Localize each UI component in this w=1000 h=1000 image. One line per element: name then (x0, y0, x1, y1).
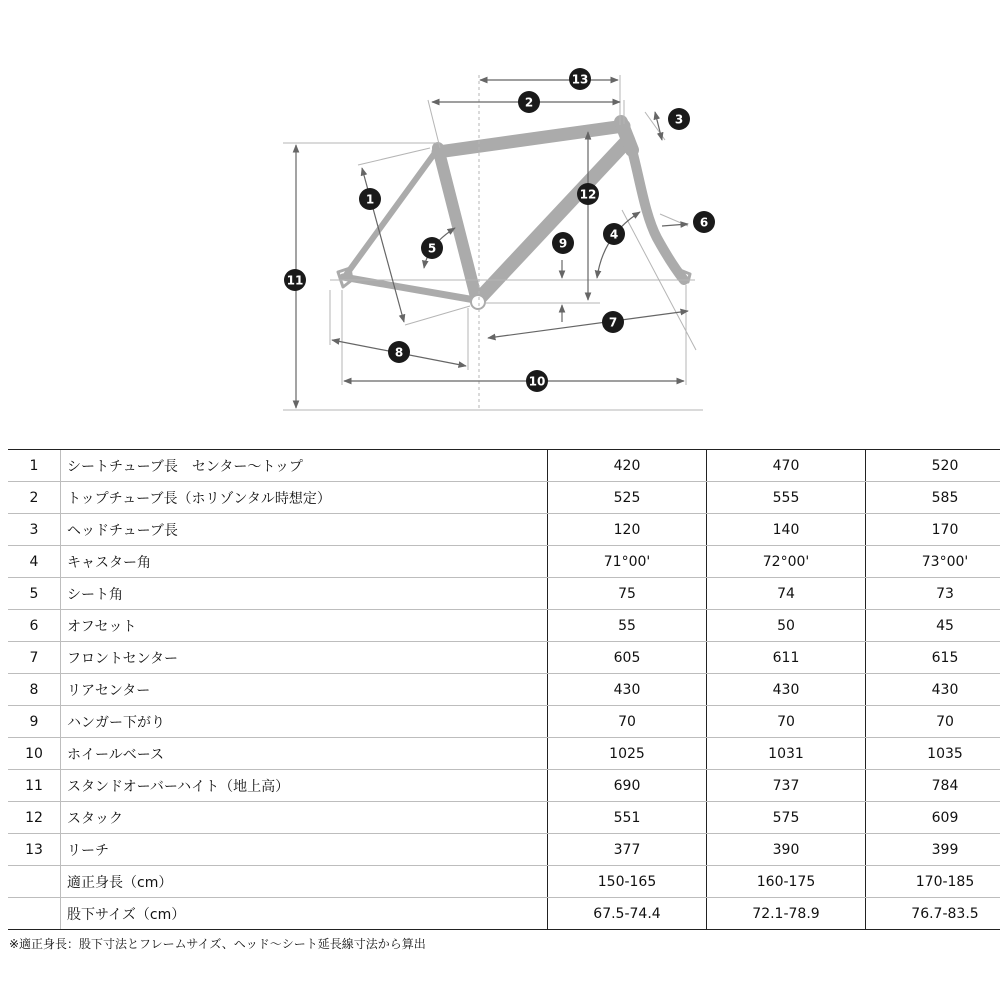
row-label: オフセット (61, 610, 548, 642)
bike-geometry-diagram (0, 0, 1000, 440)
row-number (8, 866, 61, 898)
row-number: 6 (8, 610, 61, 642)
row-label: フロントセンター (61, 642, 548, 674)
row-label: キャスター角 (61, 546, 548, 578)
svg-text:12: 12 (579, 187, 597, 202)
size-1-value: 420 (548, 450, 707, 482)
table-row (8, 738, 1000, 770)
table-row (8, 834, 1000, 866)
size-1-value: 430 (548, 674, 707, 706)
svg-text:10: 10 (528, 374, 546, 389)
svg-text:5: 5 (427, 241, 437, 256)
row-number: 7 (8, 642, 61, 674)
size-2-value: 1031 (707, 738, 866, 770)
size-2-value: 72.1-78.9 (707, 898, 866, 930)
size-1-value: 71°00' (548, 546, 707, 578)
size-1-value: 1025 (548, 738, 707, 770)
table-row (8, 866, 1000, 898)
size-1-value: 377 (548, 834, 707, 866)
row-number: 1 (8, 450, 61, 482)
row-number (8, 898, 61, 930)
size-3-value: 609 (866, 802, 1000, 834)
size-2-value: 74 (707, 578, 866, 610)
svg-text:11: 11 (286, 273, 304, 288)
size-3-value: 430 (866, 674, 1000, 706)
table-row (8, 578, 1000, 610)
geometry-table-body (8, 450, 1000, 930)
size-1-value: 120 (548, 514, 707, 546)
row-number: 11 (8, 770, 61, 802)
size-3-value: 170-185 (866, 866, 1000, 898)
row-label: 適正身長（cm） (61, 866, 548, 898)
table-row (8, 802, 1000, 834)
size-2-value: 50 (707, 610, 866, 642)
size-2-value: 390 (707, 834, 866, 866)
geometry-table (8, 449, 1000, 930)
size-3-value: 76.7-83.5 (866, 898, 1000, 930)
table-row (8, 898, 1000, 930)
row-number: 3 (8, 514, 61, 546)
size-2-value: 737 (707, 770, 866, 802)
svg-text:13: 13 (571, 72, 589, 87)
row-number: 12 (8, 802, 61, 834)
bottom-bracket (471, 295, 485, 309)
table-row (8, 642, 1000, 674)
table-row (8, 610, 1000, 642)
size-1-value: 55 (548, 610, 707, 642)
top-tube (438, 126, 624, 152)
row-label: シート角 (61, 578, 548, 610)
table-row (8, 482, 1000, 514)
marker-2 (518, 91, 540, 113)
svg-text:1: 1 (365, 192, 375, 207)
size-2-value: 575 (707, 802, 866, 834)
fork (632, 150, 684, 280)
marker-7 (602, 311, 624, 333)
size-1-value: 690 (548, 770, 707, 802)
size-3-value: 73°00' (866, 546, 1000, 578)
row-label: 股下サイズ（cm） (61, 898, 548, 930)
size-1-value: 75 (548, 578, 707, 610)
size-3-value: 520 (866, 450, 1000, 482)
row-number: 8 (8, 674, 61, 706)
size-2-value: 70 (707, 706, 866, 738)
size-2-value: 555 (707, 482, 866, 514)
size-1-value: 525 (548, 482, 707, 514)
svg-text:6: 6 (699, 215, 709, 230)
table-row (8, 546, 1000, 578)
row-label: ヘッドチューブ長 (61, 514, 548, 546)
marker-6 (693, 211, 715, 233)
table-row (8, 674, 1000, 706)
row-label: スタンドオーバーハイト（地上高） (61, 770, 548, 802)
row-label: ホイールベース (61, 738, 548, 770)
marker-10 (526, 370, 548, 392)
table-row (8, 450, 1000, 482)
size-3-value: 73 (866, 578, 1000, 610)
size-1-value: 551 (548, 802, 707, 834)
bike-frame (338, 122, 690, 309)
table-row (8, 770, 1000, 802)
size-3-value: 1035 (866, 738, 1000, 770)
row-label: トップチューブ長（ホリゾンタル時想定） (61, 482, 548, 514)
row-label: シートチューブ長 センター〜トップ (61, 450, 548, 482)
size-2-value: 611 (707, 642, 866, 674)
svg-text:2: 2 (524, 95, 534, 110)
size-3-value: 615 (866, 642, 1000, 674)
reference-lines (283, 72, 703, 410)
svg-text:7: 7 (608, 315, 618, 330)
row-number: 10 (8, 738, 61, 770)
marker-1 (359, 188, 381, 210)
marker-5 (421, 237, 443, 259)
row-label: ハンガー下がり (61, 706, 548, 738)
size-3-value: 399 (866, 834, 1000, 866)
row-number: 4 (8, 546, 61, 578)
size-3-value: 70 (866, 706, 1000, 738)
marker-13 (569, 68, 591, 90)
size-1-value: 67.5-74.4 (548, 898, 707, 930)
svg-text:8: 8 (394, 345, 404, 360)
marker-11 (284, 269, 306, 291)
size-1-value: 150-165 (548, 866, 707, 898)
size-3-value: 45 (866, 610, 1000, 642)
size-2-value: 470 (707, 450, 866, 482)
row-label: リーチ (61, 834, 548, 866)
row-label: リアセンター (61, 674, 548, 706)
marker-8 (388, 341, 410, 363)
table-row (8, 706, 1000, 738)
seat-tube (438, 148, 477, 301)
table-row (8, 514, 1000, 546)
svg-text:4: 4 (609, 227, 619, 242)
marker-12 (577, 183, 599, 205)
row-label: スタック (61, 802, 548, 834)
size-1-value: 70 (548, 706, 707, 738)
row-number: 13 (8, 834, 61, 866)
marker-3 (668, 108, 690, 130)
svg-text:9: 9 (558, 236, 568, 251)
down-tube (477, 140, 628, 301)
svg-text:3: 3 (674, 112, 684, 127)
footnote: ※適正身長：股下寸法とフレームサイズ、ヘッド〜シート延長線寸法から算出 (9, 937, 426, 951)
size-2-value: 430 (707, 674, 866, 706)
size-2-value: 140 (707, 514, 866, 546)
size-3-value: 585 (866, 482, 1000, 514)
row-number: 5 (8, 578, 61, 610)
row-number: 2 (8, 482, 61, 514)
size-2-value: 160-175 (707, 866, 866, 898)
size-3-value: 170 (866, 514, 1000, 546)
size-1-value: 605 (548, 642, 707, 674)
seat-stay (346, 150, 437, 275)
size-3-value: 784 (866, 770, 1000, 802)
marker-9 (552, 232, 574, 254)
row-number: 9 (8, 706, 61, 738)
marker-4 (603, 223, 625, 245)
size-2-value: 72°00' (707, 546, 866, 578)
